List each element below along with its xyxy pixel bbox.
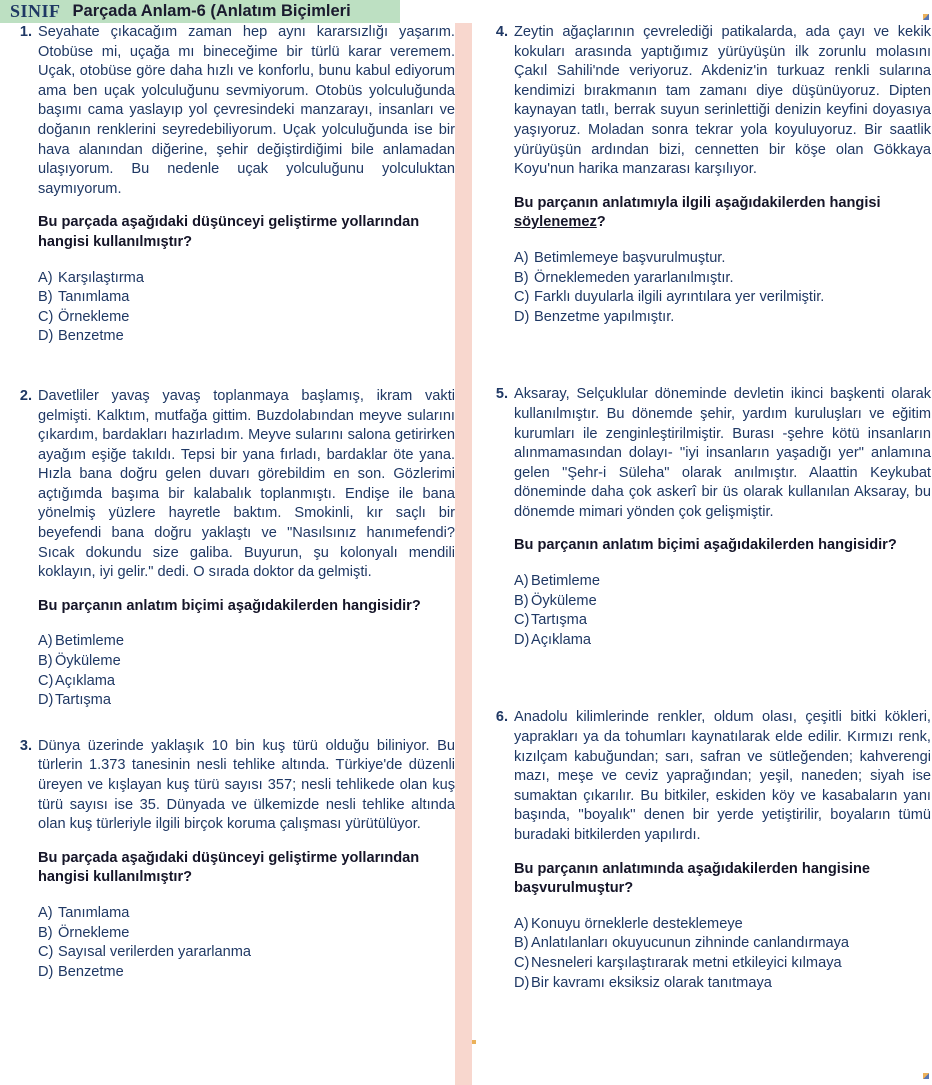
option-b[interactable]	[514, 592, 931, 612]
question-number: 6.	[495, 709, 508, 726]
option-text: Örnekleme	[58, 924, 130, 941]
spacer	[484, 327, 931, 385]
question-6	[484, 708, 931, 993]
option-text: Konuyu örneklerle desteklemeye	[531, 915, 743, 932]
worksheet-body	[0, 23, 932, 1085]
question-number: 3.	[19, 737, 32, 754]
question-5	[484, 385, 931, 650]
question-number: 2.	[19, 387, 32, 404]
question-passage: Anadolu kilimlerinde renkler, oldum olası, çeşitli bitki kökleri, yaprakları ya da tohumları kaynatılarak elde edilir. Kırmızı renk, kızılçam kabuğundan; sarı, safran ve sütleğenden; kahverengi mazı, meşe ve ceviz yaprağından; yeşil, naneden; siyah ise sumaktan çıkarılır. Bu bitkiler, eskiden köy ve kasabaların yanı başında, ''boyalık'' denen bir yerde yetiştirilir, boyaların tümü buradaki bitkilerden yapılırdı.	[514, 709, 931, 843]
option-letter: C)	[514, 289, 530, 306]
option-text: Betimlemeye başvurulmuştur.	[534, 249, 726, 266]
spacer	[8, 347, 455, 387]
option-letter: B)	[514, 935, 529, 952]
prompt-part-after: ?	[596, 214, 606, 231]
right-column	[484, 23, 931, 993]
prompt-emphasis: söylenemez	[514, 214, 597, 231]
option-c[interactable]	[38, 308, 455, 328]
option-letter: A)	[514, 573, 529, 590]
question-prompt: Bu parçada aşağıdaki düşünceyi geliştirme yollarından hangisi kullanılmıştır?	[38, 214, 420, 250]
option-d[interactable]	[38, 327, 455, 347]
option-text: Benzetme	[58, 963, 124, 980]
option-text: Anlatılanları okuyucunun zihninde canlandırmaya	[531, 935, 850, 952]
question-passage: Davetliler yavaş yavaş toplanmaya başlamış, ikram vakti gelmişti. Kalktım, mutfağa gittim. Buzdolabından meyve sularını çıkardım, bardakları hazırladım. Meyve sularını salona getirirken ayağım eşiğe takıldı. Tepsi bir yana fırladı, bardaklar öte yana. Hızla bana doğru gelen duvarı görebildim en son. Gözlerimi açtığımda başıma bir kalabalık toplanmıştı. Endişe ile bana yönelmiş yüzlere hayretle baktım. Smokinli, kır saçlı bir beyefendi bana doğru yaklaştı ve "Nasılsınız hanımefendi? Sıcak dokundu size galiba. Buyurun, şu kolonyalı mendili koklayın, iyi gelir." dedi. O sırada doktor da gelmişti.	[38, 387, 455, 581]
option-letter: C)	[514, 612, 530, 629]
left-column	[8, 23, 455, 982]
option-c[interactable]	[514, 611, 931, 631]
option-text: Tanımlama	[58, 904, 130, 921]
answer-options	[38, 269, 455, 347]
option-d[interactable]	[514, 974, 931, 994]
option-letter: D)	[514, 974, 530, 991]
option-text: Benzetme	[58, 328, 124, 345]
question-passage: Seyahate çıkacağım zaman hep aynı kararsızlığı yaşarım. Otobüse mi, uçağa mı bineceğime bir türlü karar veremem. Uçak, otobüse göre daha hızlı ve konforlu, bunu kabul ediyorum ama ben uçak yolculuğunu sevmiyorum. Otobüs yolculuğunda başımı cama yaslayıp yol çevresindeki manzarayı, insanları ve doğanın renklerini seyredebiliyorum. Uçak yolculuğunda ise bir hava alanından diğerine, şehir değiştirdiğimi bile anlamadan ulaşıyorum. Bu nedenle uçak yolculuğunu yolculuktan saymıyorum.	[38, 24, 455, 197]
option-letter: D)	[38, 963, 54, 980]
option-letter: D)	[514, 308, 530, 325]
question-prompt	[514, 194, 931, 233]
question-prompt: Bu parçanın anlatım biçimi aşağıdakilerden hangisidir?	[514, 537, 897, 554]
option-text: Farklı duyularla ilgili ayrıntılara yer verilmiştir.	[534, 289, 825, 306]
option-d[interactable]	[38, 691, 455, 711]
option-letter: A)	[514, 249, 529, 266]
question-passage: Zeytin ağaçlarının çevrelediği patikalarda, ada çayı ve kekik kokuları arasında yaptığımız yürüyüşün ilk zorunlu molasını Çakıl Sahili'nde veriyoruz. Akdeniz'in turkuaz renkli sularına kendimizi bırakmanın tam zamanı diye düşünüyoruz. Dipten kaynayan tatlı, berrak suyun serinlettiği denizin keyfini doyasıya yaşıyoruz. Moladan sonra tekrar yola koyuluyoruz. Bir saatlik yürüyüşün ardından bizi, cennetten bir köşe olan Gökkaya Koyu'nun harika manzarası karşılıyor.	[514, 24, 931, 178]
question-2	[8, 387, 455, 711]
option-letter: C)	[38, 308, 54, 325]
option-b[interactable]	[514, 269, 931, 289]
option-text: Tartışma	[55, 692, 111, 709]
option-c[interactable]	[514, 954, 931, 974]
answer-options	[38, 632, 455, 710]
option-letter: C)	[38, 944, 54, 961]
question-number: 1.	[19, 24, 32, 40]
option-letter: C)	[38, 672, 54, 689]
answer-options	[38, 904, 455, 982]
option-text: Betimleme	[55, 633, 124, 650]
option-text: Örneklemeden yararlanılmıştır.	[534, 269, 734, 286]
question-1	[8, 23, 455, 347]
option-letter: A)	[38, 633, 53, 650]
option-letter: B)	[38, 289, 53, 306]
option-letter: D)	[38, 328, 54, 345]
option-text: Tartışma	[531, 612, 587, 629]
column-divider	[455, 23, 472, 1085]
registration-mark-divider-bottom	[472, 1040, 476, 1044]
option-text: Örnekleme	[58, 308, 130, 325]
spacer	[484, 650, 931, 708]
option-b[interactable]	[38, 288, 455, 308]
option-c[interactable]	[38, 943, 455, 963]
option-letter: A)	[38, 269, 53, 286]
option-d[interactable]	[38, 963, 455, 983]
option-text: Sayısal verilerden yararlanma	[58, 944, 252, 961]
option-text: Betimleme	[531, 573, 600, 590]
option-letter: C)	[514, 954, 530, 971]
question-number: 5.	[495, 386, 508, 403]
corner-registration-mark-top-right	[923, 14, 929, 20]
option-a[interactable]	[38, 269, 455, 289]
option-letter: B)	[38, 924, 53, 941]
question-prompt: Bu parçanın anlatım biçimi aşağıdakilerden hangisidir?	[38, 597, 421, 614]
option-b[interactable]	[38, 924, 455, 944]
option-text: Açıklama	[55, 672, 116, 689]
question-3	[8, 737, 455, 983]
option-b[interactable]	[38, 652, 455, 672]
option-text: Karşılaştırma	[58, 269, 144, 286]
option-text: Öyküleme	[55, 653, 121, 670]
question-number: 4.	[495, 24, 508, 40]
option-b[interactable]	[514, 934, 931, 954]
worksheet-title: Parçada Anlam-6 (Anlatım Biçimleri	[72, 2, 351, 20]
grade-label: SINIF	[10, 1, 61, 21]
option-a[interactable]	[38, 632, 455, 652]
option-a[interactable]	[514, 915, 931, 935]
option-letter: A)	[38, 904, 53, 921]
option-a[interactable]	[514, 572, 931, 592]
spacer	[8, 711, 455, 737]
option-text: Açıklama	[531, 631, 592, 648]
option-d[interactable]	[514, 631, 931, 651]
option-letter: A)	[514, 915, 529, 932]
answer-options	[514, 249, 931, 327]
question-passage: Dünya üzerinde yaklaşık 10 bin kuş türü olduğu biliniyor. Bu türlerin 1.373 tanesinin nesli tehlike altında. Türkiye'de düzenli üreyen ve kışlayan kuş türü sayısı 357; nesli tehlikede olan kuş türü sayısı ise 35. Dünyada ve ülkemizde nesli tehlike altında olan kuş türleriyle ilgili birçok koruma çalışması yürütülüyor.	[38, 737, 455, 833]
prompt-part-before: Bu parçanın anlatımıyla ilgili aşağıdakilerden hangisi	[514, 194, 881, 211]
question-4	[484, 23, 931, 327]
option-a[interactable]	[514, 249, 931, 269]
option-d[interactable]	[514, 308, 931, 328]
answer-options	[514, 572, 931, 650]
option-letter: D)	[514, 631, 530, 648]
option-letter: B)	[514, 592, 529, 609]
option-text: Benzetme yapılmıştır.	[534, 308, 675, 325]
option-text: Nesneleri karşılaştırarak metni etkileyici kılmaya	[531, 954, 842, 971]
option-text: Bir kavramı eksiksiz olarak tanıtmaya	[531, 974, 772, 991]
option-c[interactable]	[38, 672, 455, 692]
option-a[interactable]	[38, 904, 455, 924]
question-prompt: Bu parçanın anlatımında aşağıdakilerden hangisine başvurulmuştur?	[514, 860, 871, 897]
option-text: Tanımlama	[58, 289, 130, 306]
question-passage: Aksaray, Selçuklular döneminde devletin ikinci başkenti olarak kullanılmıştır. Bu dönemde şehir, yardım kuruluşları ve eğitim kurumları ile zenginleştirilmiştir. Burası -şehre kötü insanların alınmamasından dolayı- ''iyi insanların yaşadığı yer" anlamına gelen "Şehr-i Süleha" olarak anılmıştır. Alaattin Keykubat döneminde daha çok askerî bir üs olarak kullanılan Aksaray, bu dönemde mimari yönden çok gelişmiştir.	[514, 386, 931, 520]
option-text: Öyküleme	[531, 592, 597, 609]
option-letter: B)	[514, 269, 529, 286]
corner-registration-mark-bottom-right	[923, 1073, 929, 1079]
question-prompt: Bu parçada aşağıdaki düşünceyi geliştirme yollarından hangisi kullanılmıştır?	[38, 849, 420, 886]
option-letter: D)	[38, 692, 54, 709]
answer-options	[514, 915, 931, 993]
option-c[interactable]	[514, 288, 931, 308]
option-letter: B)	[38, 653, 53, 670]
worksheet-header-bar	[0, 0, 400, 23]
